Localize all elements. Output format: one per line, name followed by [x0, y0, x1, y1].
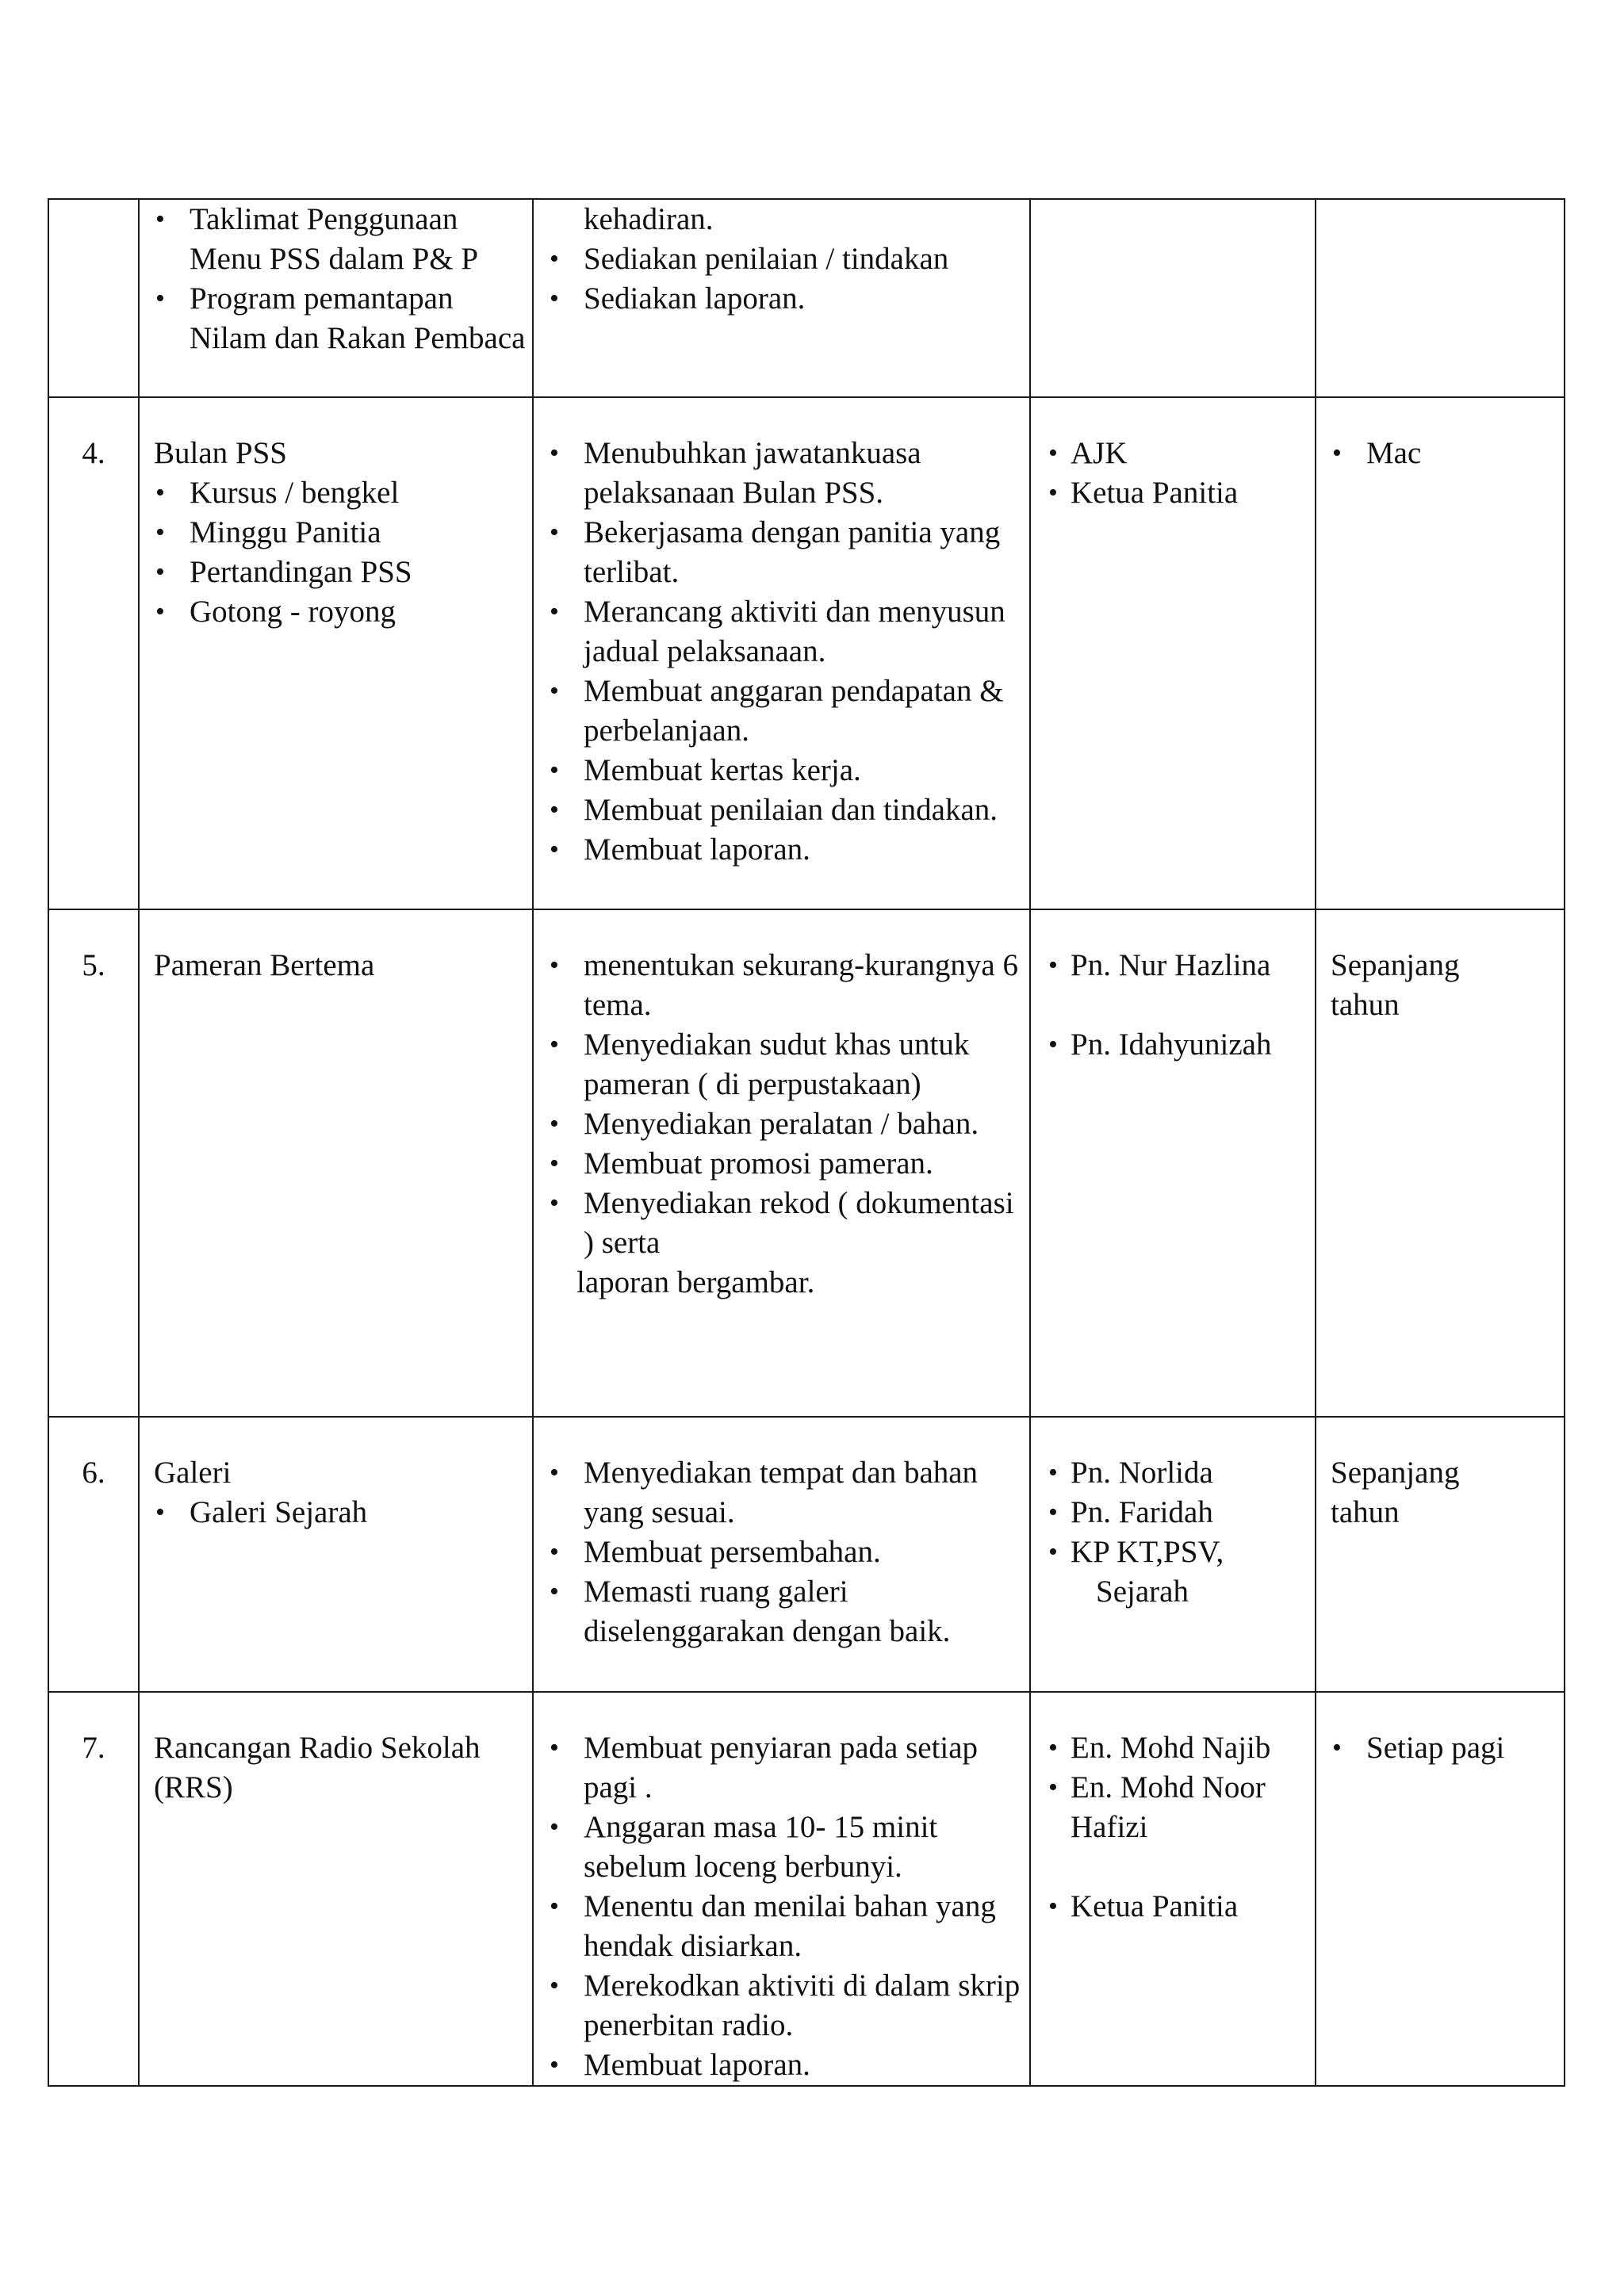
table-row	[48, 397, 1565, 909]
activity-item: • Membuat penyiaran pada setiap pagi .	[534, 1728, 1029, 1808]
program-title: Pameran Bertema	[154, 948, 375, 982]
program-item: • Program pemantapan Nilam dan Rakan Pembaca	[140, 279, 532, 358]
row-number: 5.	[48, 909, 139, 1417]
pic-item: • KP KT,PSV,	[1031, 1533, 1315, 1572]
program-item: • Minggu Panitia	[140, 513, 532, 553]
pic-item: • En. Mohd Najib	[1031, 1728, 1315, 1768]
activities-continuation: laporan bergambar.	[576, 1265, 815, 1299]
activity-item: • Merancang aktiviti dan menyusun jadual pelaksanaan.	[534, 592, 1029, 672]
activity-item: • Merekodkan aktiviti di dalam skrip penerbitan radio.	[534, 1966, 1029, 2045]
row-number	[48, 199, 139, 397]
pic-item: • Pn. Faridah	[1031, 1493, 1315, 1533]
time-cell	[1316, 909, 1565, 1417]
pic-cell	[1030, 1417, 1316, 1692]
activity-item: • Memasti ruang galeri diselenggarakan dengan baik.	[534, 1572, 1029, 1651]
program-item: • Galeri Sejarah	[140, 1493, 532, 1533]
table-row	[48, 1417, 1565, 1692]
program-item: • Kursus / bengkel	[140, 473, 532, 513]
activities-cell	[533, 199, 1030, 397]
program-title: Rancangan Radio Sekolah (RRS)	[154, 1731, 481, 1804]
activity-item: • Bekerjasama dengan panitia yang terlibat.	[534, 513, 1029, 592]
table-row	[48, 199, 1565, 397]
program-cell	[139, 1692, 533, 2086]
activity-item: • Membuat laporan.	[534, 2045, 1029, 2085]
program-title: Bulan PSS	[154, 436, 287, 470]
program-item: • Taklimat Penggunaan Menu PSS dalam P& P	[140, 200, 532, 279]
activities-continuation: kehadiran.	[584, 202, 714, 236]
pic-item-continuation: Sejarah	[1096, 1575, 1189, 1609]
activity-item: • Menentu dan menilai bahan yang hendak disiarkan.	[534, 1887, 1029, 1966]
activities-cell	[533, 1417, 1030, 1692]
pic-item: • En. Mohd Noor Hafizi	[1031, 1768, 1315, 1847]
activity-item: • Membuat laporan.	[534, 830, 1029, 870]
time-text: Sepanjang tahun	[1331, 1456, 1460, 1529]
pic-cell	[1030, 199, 1316, 397]
program-item: • Pertandingan PSS	[140, 553, 532, 592]
time-item: • Setiap pagi	[1316, 1728, 1564, 1768]
program-cell	[139, 1417, 533, 1692]
pic-cell	[1030, 1692, 1316, 2086]
program-item: • Gotong - royong	[140, 592, 532, 632]
pic-item: • Pn. Norlida	[1031, 1453, 1315, 1493]
program-cell	[139, 397, 533, 909]
activities-cell	[533, 909, 1030, 1417]
pic-item: • Ketua Panitia	[1031, 473, 1315, 513]
activity-item: • menentukan sekurang-kurangnya 6 tema.	[534, 946, 1029, 1025]
table-row	[48, 1692, 1565, 2086]
activity-item: • Membuat penilaian dan tindakan.	[534, 790, 1029, 830]
row-number: 4.	[48, 397, 139, 909]
time-cell	[1316, 1692, 1565, 2086]
pic-item: • Pn. Nur Hazlina	[1031, 946, 1315, 985]
program-title: Galeri	[154, 1456, 232, 1490]
program-cell	[139, 909, 533, 1417]
activity-item: • Membuat anggaran pendapatan & perbelanjaan.	[534, 672, 1029, 751]
activity-item: • Menubuhkan jawatankuasa pelaksanaan Bulan PSS.	[534, 434, 1029, 513]
activity-item: • Menyediakan peralatan / bahan.	[534, 1104, 1029, 1144]
activity-item: • Sediakan penilaian / tindakan	[534, 239, 1029, 279]
pic-item: • AJK	[1031, 434, 1315, 473]
time-item: • Mac	[1316, 434, 1564, 473]
activity-item: • Membuat persembahan.	[534, 1533, 1029, 1572]
activity-item: • Anggaran masa 10- 15 minit sebelum loceng berbunyi.	[534, 1808, 1029, 1887]
time-cell	[1316, 1417, 1565, 1692]
time-text: Sepanjang tahun	[1331, 948, 1460, 1022]
activity-item: • Menyediakan sudut khas untuk pameran ( di perpustakaan)	[534, 1025, 1029, 1104]
activity-item: • Sediakan laporan.	[534, 279, 1029, 319]
row-number: 7.	[48, 1692, 139, 2086]
row-number: 6.	[48, 1417, 139, 1692]
program-cell	[139, 199, 533, 397]
activity-item: • Menyediakan tempat dan bahan yang sesuai.	[534, 1453, 1029, 1533]
pic-item: • Ketua Panitia	[1031, 1887, 1315, 1927]
activity-item: • Membuat kertas kerja.	[534, 751, 1029, 790]
time-cell	[1316, 199, 1565, 397]
activities-cell	[533, 1692, 1030, 2086]
activity-item: • Menyediakan rekod ( dokumentasi ) serta	[534, 1184, 1029, 1263]
table-row	[48, 909, 1565, 1417]
activities-cell	[533, 397, 1030, 909]
programme-table	[48, 198, 1565, 2087]
activity-item: • Membuat promosi pameran.	[534, 1144, 1029, 1184]
pic-item: • Pn. Idahyunizah	[1031, 1025, 1315, 1065]
pic-cell	[1030, 397, 1316, 909]
time-cell	[1316, 397, 1565, 909]
pic-cell	[1030, 909, 1316, 1417]
